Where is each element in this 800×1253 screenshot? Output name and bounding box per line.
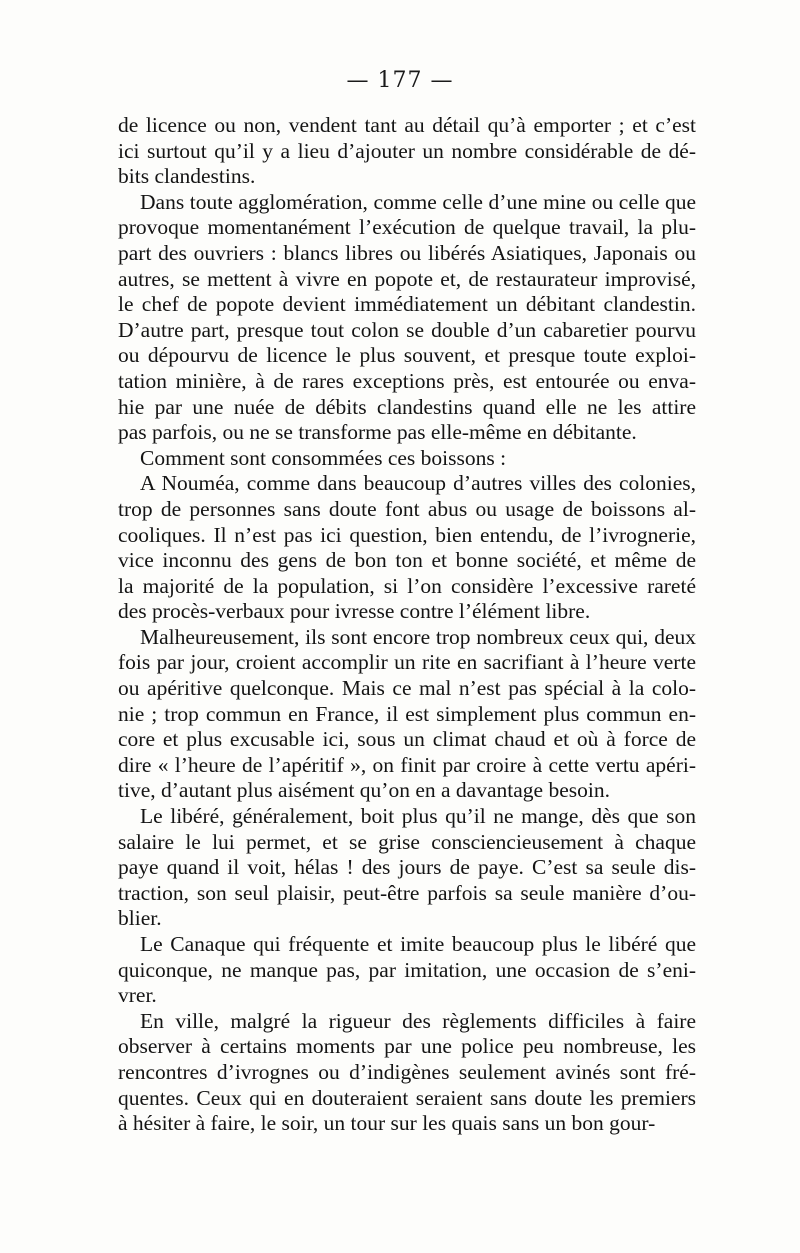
paragraph — [118, 1009, 696, 1137]
text-line: A Nouméa, comme dans beaucoup d’autres villes des colonies, — [140, 471, 696, 496]
text-line: blier. — [118, 906, 162, 931]
text-line: cooliques. Il n’est pas ici question, bien entendu, de l’ivrognerie, — [118, 522, 696, 547]
text-line: salaire le lui permet, et se grise consciencieusement à chaque — [118, 829, 696, 854]
text-line: pas parfois, ou ne se transforme pas elle-même en débitante. — [118, 420, 637, 445]
text-line: des procès-verbaux pour ivresse contre l’élément libre. — [118, 599, 591, 624]
text-line: provoque momentanément l’exécution de quelque travail, la plu- — [118, 215, 696, 240]
text-line: D’autre part, presque tout colon se double d’un cabaretier pourvu — [118, 317, 696, 342]
text-line: part des ouvriers : blancs libres ou libérés Asiatiques, Japonais ou — [118, 240, 696, 265]
body-text — [118, 113, 696, 1137]
paragraph — [118, 804, 696, 932]
text-line: tation minière, à de rares exceptions près, est entourée ou enva- — [118, 368, 696, 393]
text-line: Le libéré, généralement, boit plus qu’il ne mange, dès que son — [140, 804, 696, 829]
text-line: bits clandestins. — [118, 164, 256, 189]
paragraph — [118, 471, 696, 625]
text-line: vice inconnu des gens de bon ton et bonne société, et même de — [118, 548, 696, 573]
text-line: En ville, malgré la rigueur des règlements difficiles à faire — [140, 1008, 696, 1033]
paragraph — [118, 932, 696, 1009]
text-line: Le Canaque qui fréquente et imite beaucoup plus le libéré que — [140, 932, 696, 956]
text-line: dire « l’heure de l’apéritif », on finit par croire à cette vertu apéri- — [118, 752, 696, 777]
paragraph — [118, 190, 696, 446]
text-line: Comment sont consommées ces boissons : — [140, 445, 507, 470]
text-line: ou dépourvu de licence le plus souvent, et presque toute exploi- — [118, 343, 696, 368]
text-line: ici surtout qu’il y a lieu d’ajouter un nombre considérable de dé- — [118, 138, 696, 163]
paragraph — [118, 113, 696, 190]
text-line: fois par jour, croient accomplir un rite en sacrifiant à l’heure verte — [118, 650, 696, 675]
text-line: hie par une nuée de débits clandestins quand elle ne les attire — [118, 394, 696, 419]
text-line: core et plus excusable ici, sous un climat chaud et où à force de — [118, 727, 696, 752]
text-line: quiconque, ne manque pas, par imitation, une occasion de s’eni- — [118, 957, 696, 982]
text-line: de licence ou non, vendent tant au détail qu’à emporter ; et c’est — [118, 113, 696, 137]
text-line: autres, se mettent à vivre en popote et, de restaurateur improvisé, — [118, 266, 696, 291]
paragraph — [118, 446, 696, 472]
text-line: à hésiter à faire, le soir, un tour sur les quais sans un bon gour- — [118, 1111, 656, 1136]
text-line: le chef de popote devient immédiatement un débitant clandestin. — [118, 292, 696, 317]
paragraph — [118, 625, 696, 804]
page-number: — 177 — — [346, 68, 454, 93]
text-line: tive, d’autant plus aisément qu’on en a davantage besoin. — [118, 778, 610, 803]
text-line: rencontres d’ivrognes ou d’indigènes seulement avinés sont fré- — [118, 1059, 696, 1084]
text-line: quentes. Ceux qui en douteraient seraient sans doute les premiers — [118, 1085, 696, 1110]
text-line: la majorité de la population, si l’on considère l’excessive rareté — [118, 573, 696, 598]
text-line: Dans toute agglomération, comme celle d’une mine ou celle que — [140, 189, 696, 214]
text-line: trop de personnes sans doute font abus ou usage de boissons al- — [118, 496, 696, 521]
text-line: vrer. — [118, 983, 157, 1008]
text-line: Malheureusement, ils sont encore trop nombreux ceux qui, deux — [140, 624, 696, 649]
text-line: traction, son seul plaisir, peut-être parfois sa seule manière d’ou- — [118, 880, 696, 905]
text-line: ou apéritive quelconque. Mais ce mal n’est pas spécial à la colo- — [118, 676, 696, 701]
text-line: paye quand il voit, hélas ! des jours de paye. C’est sa seule dis- — [118, 855, 696, 880]
text-line: nie ; trop commun en France, il est simplement plus commun en- — [118, 701, 696, 726]
text-line: observer à certains moments par une police peu nombreuse, les — [118, 1034, 696, 1059]
